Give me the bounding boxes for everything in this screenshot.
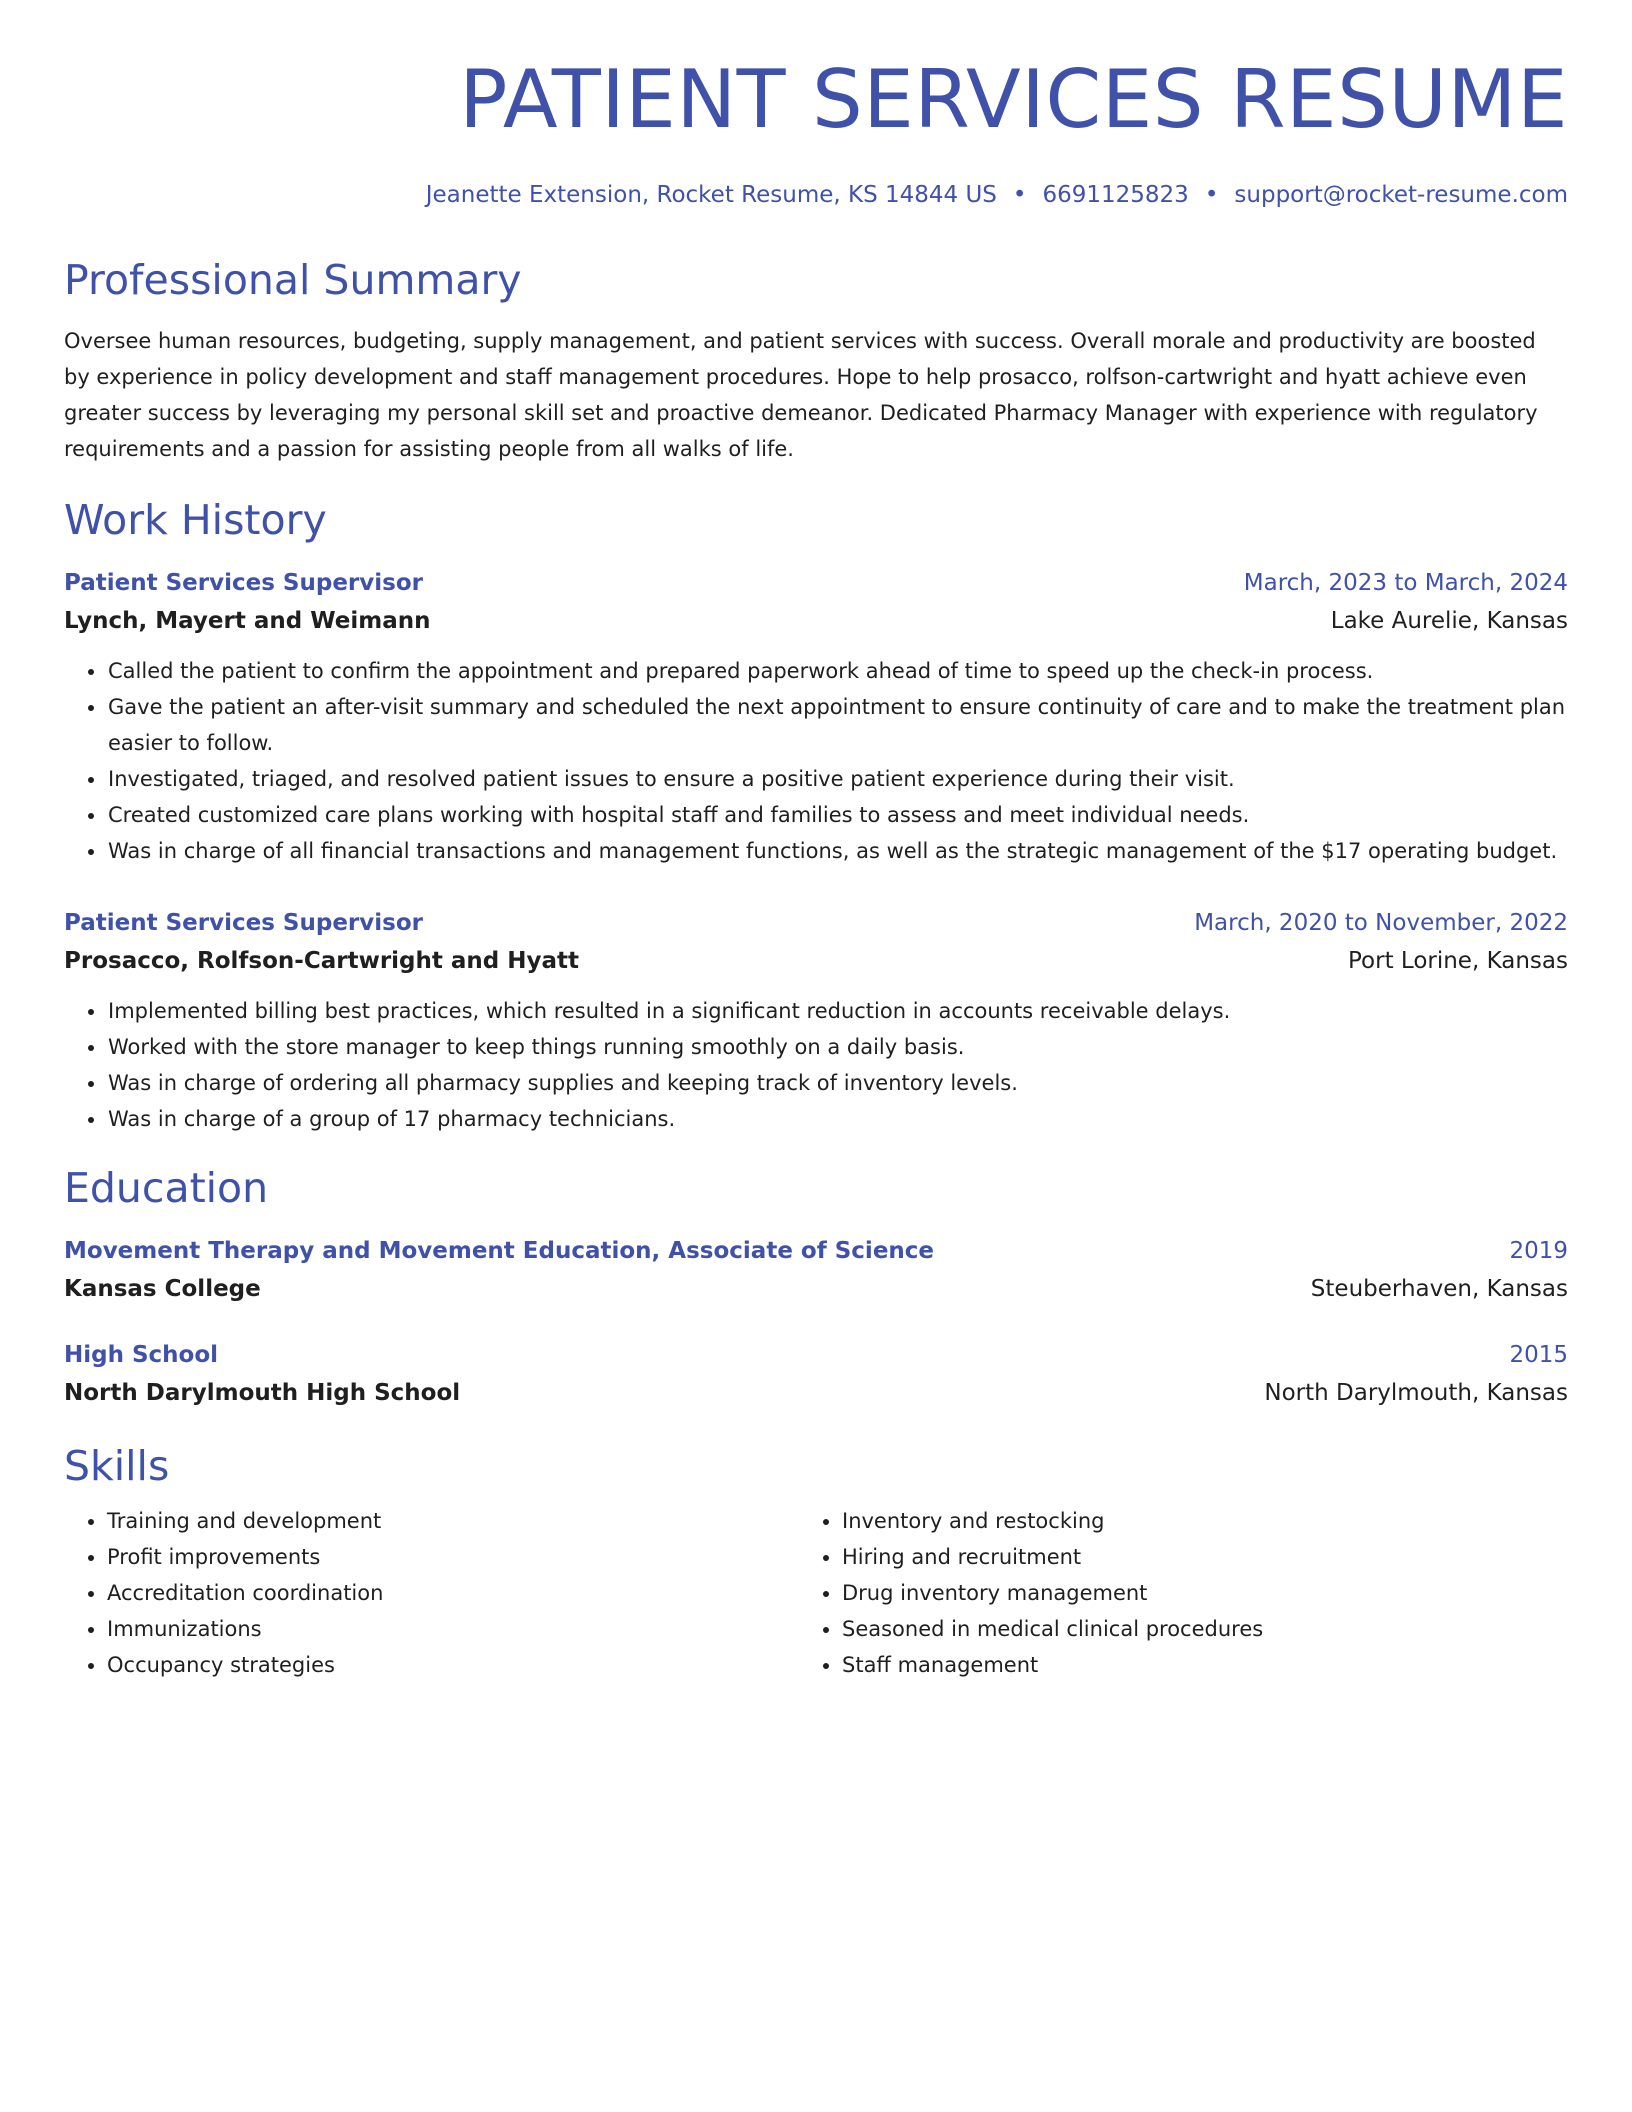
job-employer: Lynch, Mayert and Weimann bbox=[64, 608, 431, 634]
contact-email: support@rocket-resume.com bbox=[1234, 182, 1568, 208]
contact-address: Jeanette Extension, Rocket Resume, KS 14844 US bbox=[425, 182, 997, 208]
section-heading-summary: Professional Summary bbox=[64, 256, 522, 304]
education-header-row bbox=[64, 1233, 1568, 1269]
education-school-row bbox=[64, 1373, 1568, 1413]
job-employer: Prosacco, Rolfson-Cartwright and Hyatt bbox=[64, 948, 580, 974]
skill-item: • Seasoned in medical clinical procedures bbox=[842, 1611, 1534, 1647]
education-school-row bbox=[64, 1269, 1568, 1309]
skill-item: • Occupancy strategies bbox=[107, 1647, 799, 1683]
job-bullet: • Investigated, triaged, and resolved patient issues to ensure a positive patient experience during their visit. bbox=[107, 761, 1568, 797]
section-heading-work: Work History bbox=[64, 496, 327, 544]
summary-text: Oversee human resources, budgeting, supply management, and patient services with success. Overall morale and productivity are boosted by experience in policy development and staff management procedures. Hope to help prosacco, rolfson-cartwright and hyatt achieve even greater success by leveraging my personal skill set and proactive demeanor. Dedicated Pharmacy Manager with experience with regulatory requirements and a passion for assisting people from all walks of life. bbox=[64, 329, 1538, 461]
job-bullet: • Was in charge of ordering all pharmacy supplies and keeping track of inventory levels. bbox=[107, 1065, 1568, 1101]
job-bullet: • Implemented billing best practices, which resulted in a significant reduction in accounts receivable delays. bbox=[107, 993, 1568, 1029]
skill-item: • Training and development bbox=[107, 1503, 799, 1539]
page-title: PATIENT SERVICES RESUME bbox=[459, 53, 1568, 146]
job-header-row bbox=[64, 565, 1568, 601]
work-history-section bbox=[64, 495, 1568, 1137]
job-header-row bbox=[64, 905, 1568, 941]
education-school: North Darylmouth High School bbox=[64, 1380, 461, 1406]
job-bullets bbox=[64, 993, 1568, 1137]
job-bullet: • Worked with the store manager to keep things running smoothly on a daily basis. bbox=[107, 1029, 1568, 1065]
education-entry bbox=[64, 1233, 1568, 1309]
skill-item: • Accreditation coordination bbox=[107, 1575, 799, 1611]
education-year: 2019 bbox=[1509, 1238, 1568, 1264]
job-bullet: • Called the patient to confirm the appointment and prepared paperwork ahead of time to speed up the check-in process. bbox=[107, 653, 1568, 689]
job-title: Patient Services Supervisor bbox=[64, 570, 423, 596]
education-school: Kansas College bbox=[64, 1276, 261, 1302]
education-location: Steuberhaven, Kansas bbox=[1310, 1276, 1568, 1302]
education-year: 2015 bbox=[1509, 1342, 1568, 1368]
job-bullet: • Was in charge of all financial transactions and management functions, as well as the strategic management of the $17 operating budget. bbox=[107, 833, 1568, 869]
education-header-row bbox=[64, 1337, 1568, 1373]
job-location: Port Lorine, Kansas bbox=[1348, 948, 1568, 974]
contact-separator: • bbox=[1204, 182, 1219, 208]
skill-item: • Immunizations bbox=[107, 1611, 799, 1647]
skills-list-right bbox=[799, 1503, 1534, 1683]
job-employer-row bbox=[64, 941, 1568, 981]
job-bullet: • Created customized care plans working with hospital staff and families to assess and meet individual needs. bbox=[107, 797, 1568, 833]
job-dates: March, 2023 to March, 2024 bbox=[1243, 570, 1568, 596]
education-degree: Movement Therapy and Movement Education, Associate of Science bbox=[64, 1238, 935, 1264]
skill-item: • Drug inventory management bbox=[842, 1575, 1534, 1611]
professional-summary-section bbox=[64, 255, 1568, 467]
job-entry bbox=[64, 905, 1568, 1137]
education-location: North Darylmouth, Kansas bbox=[1264, 1380, 1568, 1406]
skill-item: • Hiring and recruitment bbox=[842, 1539, 1534, 1575]
contact-separator: • bbox=[1012, 182, 1027, 208]
job-bullet: • Gave the patient an after-visit summary and scheduled the next appointment to ensure continuity of care and to make the treatment plan easier to follow. bbox=[107, 689, 1568, 761]
skills-list-left bbox=[64, 1503, 799, 1683]
skill-item: • Profit improvements bbox=[107, 1539, 799, 1575]
education-degree: High School bbox=[64, 1342, 219, 1368]
section-heading-education: Education bbox=[64, 1164, 269, 1212]
job-title: Patient Services Supervisor bbox=[64, 910, 423, 936]
skill-item: • Inventory and restocking bbox=[842, 1503, 1534, 1539]
skills-section bbox=[64, 1441, 1568, 1683]
job-bullet: • Was in charge of a group of 17 pharmacy technicians. bbox=[107, 1101, 1568, 1137]
education-section bbox=[64, 1163, 1568, 1413]
job-bullets bbox=[64, 653, 1568, 869]
skills-columns bbox=[64, 1503, 1568, 1683]
contact-line bbox=[64, 182, 1568, 208]
education-entry bbox=[64, 1337, 1568, 1413]
job-employer-row bbox=[64, 601, 1568, 641]
job-entry bbox=[64, 565, 1568, 869]
job-dates: March, 2020 to November, 2022 bbox=[1194, 910, 1568, 936]
section-heading-skills: Skills bbox=[64, 1442, 170, 1490]
contact-phone: 6691125823 bbox=[1042, 182, 1189, 208]
job-location: Lake Aurelie, Kansas bbox=[1330, 608, 1568, 634]
resume-header bbox=[64, 0, 1568, 208]
skill-item: • Staff management bbox=[842, 1647, 1534, 1683]
